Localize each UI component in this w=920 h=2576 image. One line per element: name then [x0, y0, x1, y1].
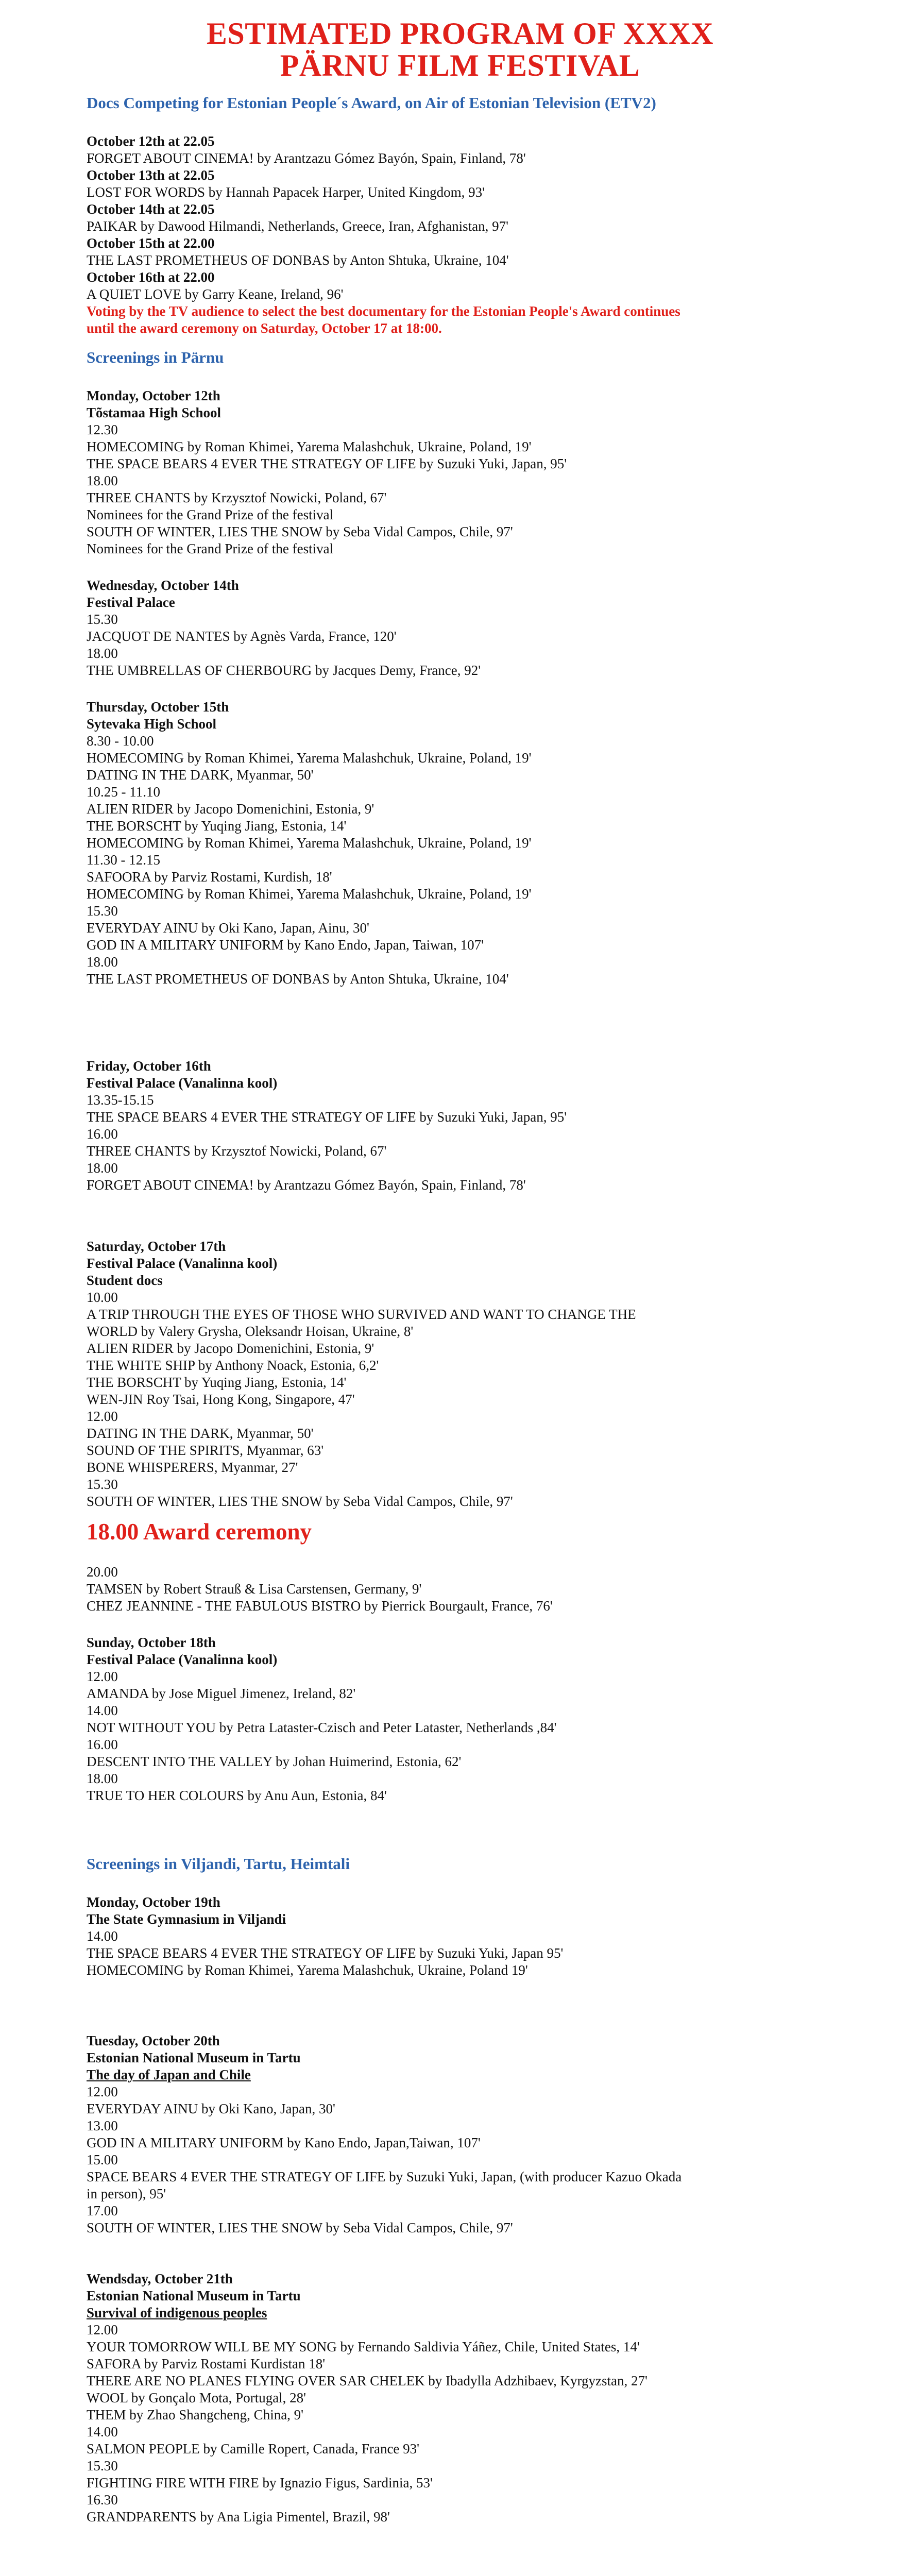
program-section [87, 347, 833, 1804]
schedule-heading-line: Student docs [87, 1273, 163, 1288]
schedule-line: WEN-JIN Roy Tsai, Hong Kong, Singapore, 47' [87, 1392, 355, 1407]
schedule-block [87, 1894, 833, 1979]
schedule-block [87, 1058, 833, 1194]
schedule-heading-line: Estonian National Museum in Tartu [87, 2050, 301, 2065]
schedule-heading-line: October 15th at 22.00 [87, 235, 215, 251]
schedule-line: SOUND OF THE SPIRITS, Myanmar, 63' [87, 1443, 324, 1458]
schedule-line: HOMECOMING by Roman Khimei, Yarema Malashchuk, Ukraine, Poland, 19' [87, 750, 532, 766]
schedule-line: 11.30 - 12.15 [87, 852, 160, 868]
schedule-line: WORLD by Valery Grysha, Oleksandr Hoisan, Ukraine, 8' [87, 1324, 414, 1339]
voting-notice: Voting by the TV audience to select the best documentary for the Estonian People's Award continues [87, 303, 680, 319]
theme-title: The day of Japan and Chile [87, 2067, 251, 2082]
schedule-line: 15.30 [87, 903, 118, 919]
schedule-line: SOUTH OF WINTER, LIES THE SNOW by Seba Vidal Campos, Chile, 97' [87, 524, 513, 539]
schedule-block [87, 1238, 833, 1510]
schedule-heading-line: Tõstamaa High School [87, 405, 222, 420]
schedule-line: GOD IN A MILITARY UNIFORM by Kano Endo, Japan,Taiwan, 107' [87, 2135, 481, 2150]
title-line-2: PÄRNU FILM FESTIVAL [280, 48, 640, 82]
schedule-line: WOOL by Gonçalo Mota, Portugal, 28' [87, 2390, 306, 2405]
schedule-line: BONE WHISPERERS, Myanmar, 27' [87, 1460, 298, 1475]
schedule-line: LOST FOR WORDS by Hannah Papacek Harper, United Kingdom, 93' [87, 184, 485, 200]
schedule-line: 12.00 [87, 1409, 118, 1424]
schedule-heading-line: Estonian National Museum in Tartu [87, 2288, 301, 2303]
schedule-heading-line: October 16th at 22.00 [87, 269, 215, 285]
schedule-line: DESCENT INTO THE VALLEY by Johan Huimerind, Estonia, 62' [87, 1754, 462, 1769]
schedule-heading-line: Festival Palace [87, 595, 175, 610]
section-heading: Screenings in Pärnu [87, 348, 224, 366]
schedule-line: ALIEN RIDER by Jacopo Domenichini, Estonia, 9' [87, 1341, 374, 1356]
schedule-line: EVERYDAY AINU by Oki Kano, Japan, 30' [87, 2101, 335, 2116]
title-line-1: ESTIMATED PROGRAM OF XXXX [206, 16, 714, 50]
schedule-line: 12.00 [87, 1669, 118, 1684]
schedule-line: DATING IN THE DARK, Myanmar, 50' [87, 767, 314, 783]
schedule-line: HOMECOMING by Roman Khimei, Yarema Malashchuk, Ukraine, Poland, 19' [87, 835, 532, 851]
schedule-line: 10.00 [87, 1290, 118, 1305]
schedule-line: CHEZ JEANNINE - THE FABULOUS BISTRO by Pierrick Bourgault, France, 76' [87, 1598, 553, 1614]
schedule-line: THREE CHANTS by Krzysztof Nowicki, Poland, 67' [87, 490, 387, 505]
schedule-line: 17.00 [87, 2203, 118, 2218]
schedule-line: SAFOORA by Parviz Rostami, Kurdish, 18' [87, 869, 332, 885]
schedule-line: EVERYDAY AINU by Oki Kano, Japan, Ainu, 30' [87, 920, 369, 936]
schedule-line: HOMECOMING by Roman Khimei, Yarema Malashchuk, Ukraine, Poland, 19' [87, 886, 532, 902]
schedule-line: Nominees for the Grand Prize of the festival [87, 541, 334, 556]
schedule-line: 15.30 [87, 612, 118, 627]
section-heading: Docs Competing for Estonian People´s Award, on Air of Estonian Television (ETV2) [87, 94, 656, 112]
schedule-heading-line: Monday, October 12th [87, 388, 220, 403]
schedule-line: 15.00 [87, 2152, 118, 2167]
schedule-line: 13.00 [87, 2118, 118, 2133]
schedule-heading-line: Sytevaka High School [87, 716, 217, 732]
schedule-heading-line: Saturday, October 17th [87, 1239, 226, 1254]
schedule-heading-line: October 14th at 22.05 [87, 201, 215, 217]
schedule-line: TRUE TO HER COLOURS by Anu Aun, Estonia, 84' [87, 1788, 387, 1803]
schedule-line: 14.00 [87, 1703, 118, 1718]
schedule-line: THE BORSCHT by Yuqing Jiang, Estonia, 14' [87, 818, 347, 834]
schedule-line: in person), 95' [87, 2186, 166, 2201]
schedule-line: 12.30 [87, 422, 118, 437]
schedule-line: SPACE BEARS 4 EVER THE STRATEGY OF LIFE by Suzuki Yuki, Japan, (with producer Kazuo Okada [87, 2169, 682, 2184]
schedule-heading-line: Wendsday, October 21th [87, 2271, 233, 2286]
schedule-line: NOT WITHOUT YOU by Petra Lataster-Czisch and Peter Lataster, Netherlands ,84' [87, 1720, 557, 1735]
schedule-line: THE SPACE BEARS 4 EVER THE STRATEGY OF LIFE by Suzuki Yuki, Japan, 95' [87, 456, 567, 471]
program-sections [87, 93, 833, 2576]
schedule-heading-line: Wednesday, October 14th [87, 578, 239, 593]
award-ceremony-heading: 18.00 Award ceremony [87, 1519, 312, 1545]
schedule-heading-line: Festival Palace (Vanalinna kool) [87, 1256, 278, 1271]
schedule-line: FORGET ABOUT CINEMA! by Arantzazu Gómez Bayón, Spain, Finland, 78' [87, 1177, 526, 1193]
schedule-block [87, 1517, 833, 1615]
schedule-line: THE LAST PROMETHEUS OF DONBAS by Anton Shtuka, Ukraine, 104' [87, 252, 509, 268]
schedule-line: 18.00 [87, 646, 118, 661]
schedule-line: THE UMBRELLAS OF CHERBOURG by Jacques Demy, France, 92' [87, 663, 481, 678]
schedule-line: THREE CHANTS by Krzysztof Nowicki, Poland, 67' [87, 1143, 387, 1159]
schedule-line: 18.00 [87, 1160, 118, 1176]
page-title [87, 18, 833, 81]
schedule-line: A QUIET LOVE by Garry Keane, Ireland, 96' [87, 286, 344, 302]
schedule-line: Nominees for the Grand Prize of the festival [87, 507, 334, 522]
schedule-line: AMANDA by Jose Miguel Jimenez, Ireland, 82' [87, 1686, 356, 1701]
schedule-block [87, 2270, 833, 2526]
schedule-line: SOUTH OF WINTER, LIES THE SNOW by Seba Vidal Campos, Chile, 97' [87, 1494, 513, 1509]
schedule-line: DATING IN THE DARK, Myanmar, 50' [87, 1426, 314, 1441]
schedule-line: HOMECOMING by Roman Khimei, Yarema Malashchuk, Ukraine, Poland, 19' [87, 439, 532, 454]
schedule-heading-line: Friday, October 16th [87, 1058, 211, 1074]
schedule-line: JACQUOT DE NANTES by Agnès Varda, France, 120' [87, 629, 397, 644]
schedule-line: 16.30 [87, 2492, 118, 2507]
schedule-line: SALMON PEOPLE by Camille Ropert, Canada, France 93' [87, 2441, 420, 2456]
schedule-line: SAFORA by Parviz Rostami Kurdistan 18' [87, 2356, 326, 2371]
schedule-line: THE WHITE SHIP by Anthony Noack, Estonia, 6,2' [87, 1358, 379, 1373]
schedule-line: 10.25 - 11.10 [87, 784, 160, 800]
schedule-heading-line: The State Gymnasium in Viljandi [87, 1911, 286, 1927]
schedule-line: FORGET ABOUT CINEMA! by Arantzazu Gómez Bayón, Spain, Finland, 78' [87, 150, 526, 166]
schedule-line: A TRIP THROUGH THE EYES OF THOSE WHO SURVIVED AND WANT TO CHANGE THE [87, 1307, 636, 1322]
schedule-line: SOUTH OF WINTER, LIES THE SNOW by Seba Vidal Campos, Chile, 97' [87, 2220, 513, 2235]
schedule-line: FIGHTING FIRE WITH FIRE by Ignazio Figus, Sardinia, 53' [87, 2475, 433, 2490]
schedule-heading-line: Monday, October 19th [87, 1894, 220, 1910]
schedule-heading-line: October 12th at 22.05 [87, 133, 215, 149]
schedule-line: THE BORSCHT by Yuqing Jiang, Estonia, 14' [87, 1375, 347, 1390]
schedule-line: ALIEN RIDER by Jacopo Domenichini, Estonia, 9' [87, 801, 374, 817]
voting-notice: until the award ceremony on Saturday, October 17 at 18:00. [87, 320, 442, 336]
schedule-block [87, 133, 833, 337]
schedule-line: 14.00 [87, 2424, 118, 2439]
schedule-line: GRANDPARENTS by Ana Ligia Pimentel, Brazil, 98' [87, 2509, 390, 2524]
schedule-line: THE LAST PROMETHEUS OF DONBAS by Anton Shtuka, Ukraine, 104' [87, 971, 509, 987]
theme-title: Survival of indigenous peoples [87, 2305, 267, 2320]
schedule-heading-line: Sunday, October 18th [87, 1635, 216, 1650]
schedule-block [87, 699, 833, 988]
schedule-line: 18.00 [87, 473, 118, 488]
schedule-line: 20.00 [87, 1564, 118, 1580]
schedule-line: GOD IN A MILITARY UNIFORM by Kano Endo, Japan, Taiwan, 107' [87, 937, 484, 953]
program-section [87, 1854, 833, 2576]
schedule-line: THE SPACE BEARS 4 EVER THE STRATEGY OF LIFE by Suzuki Yuki, Japan 95' [87, 1945, 564, 1961]
schedule-line: THEM by Zhao Shangcheng, China, 9' [87, 2407, 304, 2422]
schedule-heading-line: Tuesday, October 20th [87, 2033, 220, 2048]
schedule-line: 15.30 [87, 1477, 118, 1492]
schedule-line: 8.30 - 10.00 [87, 733, 154, 749]
schedule-block [87, 1634, 833, 1804]
schedule-block [87, 387, 833, 557]
schedule-line: 14.00 [87, 1928, 118, 1944]
schedule-line: 13.35-15.15 [87, 1092, 154, 1108]
program-section [87, 93, 833, 337]
schedule-block [87, 577, 833, 679]
schedule-block [87, 2032, 833, 2236]
schedule-line: TAMSEN by Robert Strauß & Lisa Carstensen, Germany, 9' [87, 1581, 422, 1597]
schedule-line: 18.00 [87, 954, 118, 970]
schedule-heading-line: Festival Palace (Vanalinna kool) [87, 1652, 278, 1667]
schedule-line: 16.00 [87, 1126, 118, 1142]
schedule-line: 18.00 [87, 1771, 118, 1786]
schedule-line: 12.00 [87, 2322, 118, 2337]
schedule-line: THERE ARE NO PLANES FLYING OVER SAR CHELEK by Ibadylla Adzhibaev, Kyrgyzstan, 27' [87, 2373, 648, 2388]
section-heading: Screenings in Viljandi, Tartu, Heimtali [87, 1855, 350, 1873]
schedule-line: 16.00 [87, 1737, 118, 1752]
schedule-heading-line: October 13th at 22.05 [87, 167, 215, 183]
schedule-line: THE SPACE BEARS 4 EVER THE STRATEGY OF LIFE by Suzuki Yuki, Japan, 95' [87, 1109, 567, 1125]
schedule-heading-line: Thursday, October 15th [87, 699, 229, 715]
schedule-line: YOUR TOMORROW WILL BE MY SONG by Fernando Saldivia Yáñez, Chile, United States, 14' [87, 2339, 640, 2354]
schedule-line: PAIKAR by Dawood Hilmandi, Netherlands, Greece, Iran, Afghanistan, 97' [87, 218, 508, 234]
schedule-line: 15.30 [87, 2458, 118, 2473]
schedule-heading-line: Festival Palace (Vanalinna kool) [87, 1075, 278, 1091]
schedule-line: 12.00 [87, 2084, 118, 2099]
schedule-line: HOMECOMING by Roman Khimei, Yarema Malashchuk, Ukraine, Poland 19' [87, 1962, 528, 1978]
